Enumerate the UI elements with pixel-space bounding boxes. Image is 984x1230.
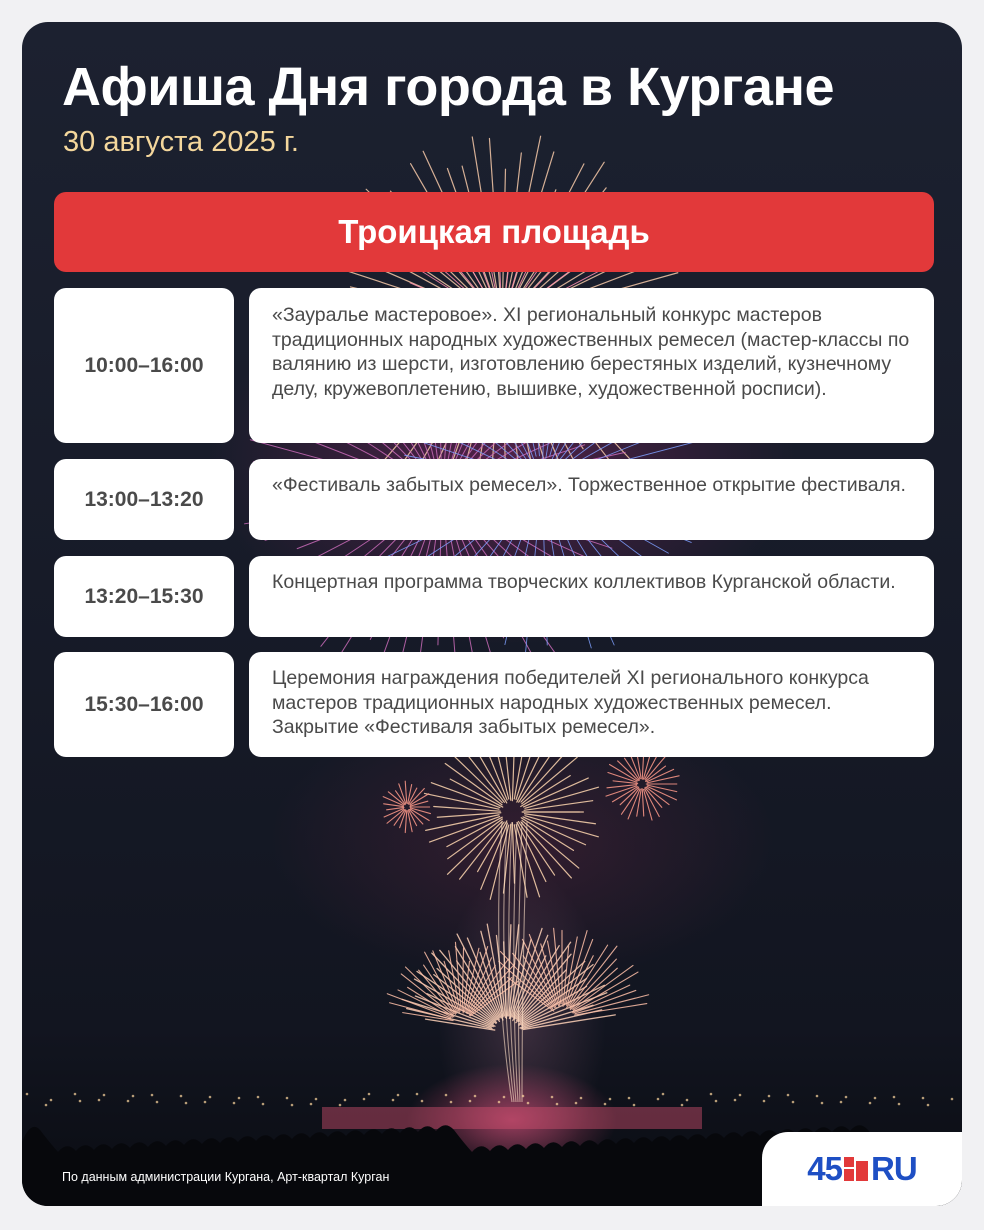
- schedule-row: [54, 288, 934, 443]
- event-date: 30 августа 2025 г.: [63, 126, 299, 158]
- schedule-row: [54, 556, 934, 637]
- logo-mark-icon: [844, 1157, 868, 1181]
- logo-suffix: RU: [871, 1150, 917, 1187]
- event-time: 13:00–13:20: [54, 459, 234, 540]
- schedule-row: [54, 652, 934, 757]
- page-title: Афиша Дня города в Кургане: [62, 57, 835, 117]
- logo-container: [762, 1132, 962, 1206]
- venue-banner: Троицкая площадь: [54, 192, 934, 272]
- poster-card: [22, 22, 962, 1206]
- event-time: 10:00–16:00: [54, 288, 234, 443]
- source-caption: По данным администрации Кургана, Арт-квартал Курган: [62, 1170, 390, 1184]
- event-time: 13:20–15:30: [54, 556, 234, 637]
- schedule-row: [54, 459, 934, 540]
- logo-number: 45: [807, 1150, 843, 1187]
- event-time: 15:30–16:00: [54, 652, 234, 757]
- event-description: Церемония награждения победителей XI регионального конкурса мастеров традиционных народных художественных ремесел. Закрытие «Фестиваля забытых ремесел».: [249, 652, 934, 757]
- 45ru-logo-icon: [807, 1150, 916, 1188]
- event-description: «Зауралье мастеровое». XI региональный конкурс мастеров традиционных народных художественных ремесел (мастер-классы по валянию из шерсти, изготовлению берестяных изделий, кузнечному делу, кружевоплетению, вышивке, художественной росписи).: [249, 288, 934, 443]
- event-description: «Фестиваль забытых ремесел». Торжественное открытие фестиваля.: [249, 459, 934, 540]
- event-description: Концертная программа творческих коллективов Курганской области.: [249, 556, 934, 637]
